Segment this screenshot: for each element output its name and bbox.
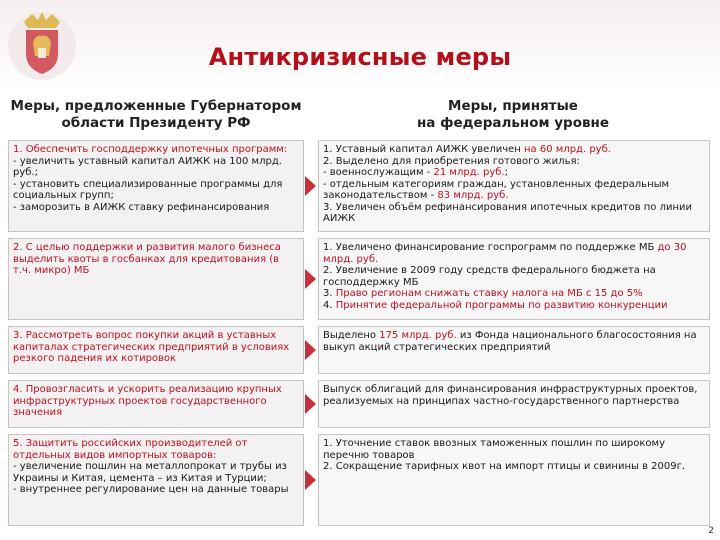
right-header-line: на федеральном уровне (416, 115, 610, 131)
measure-line (323, 300, 705, 312)
left-column-header (8, 98, 304, 132)
governor-measure-cell (8, 434, 304, 526)
highlight-span: 175 млрд. руб. (379, 330, 457, 341)
measure-row (8, 140, 710, 232)
text-span: ; (504, 167, 508, 178)
measure-line (323, 242, 705, 265)
text-span: 1. Увеличено финансирование госпрограмм по поддержке МБ (323, 242, 658, 253)
text-span: - отдельным категориям граждан, установленных федеральным законодательством - (323, 178, 670, 201)
measure-line: 5. Защитить российских производителей от отдельных видов импортных товаров: (13, 438, 248, 461)
governor-measure-cell (8, 238, 304, 320)
arrow-right-icon (305, 269, 316, 289)
federal-measure-cell (318, 380, 710, 428)
highlight-span: на 60 млрд. руб. (524, 144, 611, 155)
measure-line (323, 438, 705, 461)
measure-line: - установить специализированные программы для социальных групп; (13, 178, 283, 201)
arrow-right-icon (305, 394, 316, 414)
text-span: 4. (323, 299, 336, 311)
measure-line: 2. С целью поддержки и развития малого бизнеса выделить квоты в госбанках для кредитования (в т.ч. микро) МБ (13, 242, 281, 276)
governor-measure-cell (8, 140, 304, 232)
measure-line: - внутреннее регулирование цен на данные товары (13, 484, 289, 495)
measure-line: 1. Обеспечить господдержку ипотечных программ: (13, 144, 288, 155)
highlight-span: 21 млрд. руб. (433, 167, 505, 178)
text-span: - военнослужащим - (323, 167, 434, 178)
highlight-span: Принятие федеральной программы по развитию конкуренции (335, 299, 668, 311)
highlight-span: Право регионам снижать ставку налога на МБ с 15 до 5% (335, 288, 643, 299)
measure-line (323, 179, 705, 202)
measure-row (8, 434, 710, 526)
measure-row (8, 326, 710, 374)
left-header-line: Меры, предложенные Губернатором (10, 98, 302, 114)
measure-line: - заморозить в АИЖК ставку рефинансирования (13, 201, 270, 213)
measure-row (8, 238, 710, 320)
right-header-line: Меры, принятые (448, 98, 578, 114)
arrow-right-icon (305, 176, 316, 196)
measure-line (323, 144, 705, 156)
federal-measure-cell (318, 434, 710, 526)
governor-measure-cell (8, 326, 304, 374)
right-column-header (318, 98, 708, 132)
page-number: 2 (708, 526, 714, 536)
measure-line (323, 167, 705, 179)
measure-row (8, 380, 710, 428)
highlight-span: 83 млрд. руб. (437, 190, 509, 201)
text-span: 2. Сокращение тарифных квот на импорт птицы и свинины в 2009г. (323, 461, 686, 472)
left-header-line: области Президенту РФ (61, 115, 251, 131)
text-span: 3. (323, 288, 336, 299)
federal-measure-cell (318, 326, 710, 374)
text-span: 3. Увеличен объём рефинансирования ипотечных кредитов по линии АИЖК (323, 201, 693, 224)
measure-line (323, 265, 705, 288)
measure-line (323, 330, 705, 353)
text-span: 1. Уточнение ставок ввозных таможенных пошлин по широкому перечню товаров (323, 438, 665, 461)
measure-line: 4. Провозгласить и ускорить реализацию крупных инфраструктурных проектов государственного значения (13, 384, 282, 418)
measure-line (323, 156, 705, 168)
measure-line (323, 461, 705, 473)
highlight-span: до 30 млрд. руб. (323, 242, 687, 265)
text-span: 2. Выделено для приобретения готового жилья: (323, 155, 580, 167)
federal-measure-cell (318, 238, 710, 320)
text-span: Выпуск облигаций для финансирования инфраструктурных проектов, реализуемых на принципах частно-государственного партнерства (323, 384, 698, 407)
arrow-right-icon (305, 340, 316, 360)
arrow-right-icon (305, 470, 316, 490)
measure-line (323, 384, 705, 407)
text-span: 2. Увеличение в 2009 году средств федерального бюджета на господдержку МБ (323, 265, 656, 288)
measure-line (323, 202, 705, 225)
measure-line: 3. Рассмотреть вопрос покупки акций в уставных капиталах стратегических предприятий в условиях резкого падения их котировок (13, 330, 290, 364)
measure-line: - увеличить уставный капитал АИЖК на 100 млрд. руб.; (13, 155, 282, 178)
text-span: из Фонда национального благосостояния на выкуп акций стратегических предприятий (323, 330, 697, 353)
measure-line: - увеличение пошлин на металлопрокат и трубы из Украины и Китая, цемента – из Китая и Турции; (13, 461, 287, 484)
governor-measure-cell (8, 380, 304, 428)
federal-measure-cell (318, 140, 710, 232)
text-span: 1. Уставный капитал АИЖК увеличен (323, 144, 525, 155)
text-span: Выделено (323, 330, 380, 341)
page-title: Антикризисные меры (208, 43, 512, 71)
measure-line (323, 288, 705, 300)
